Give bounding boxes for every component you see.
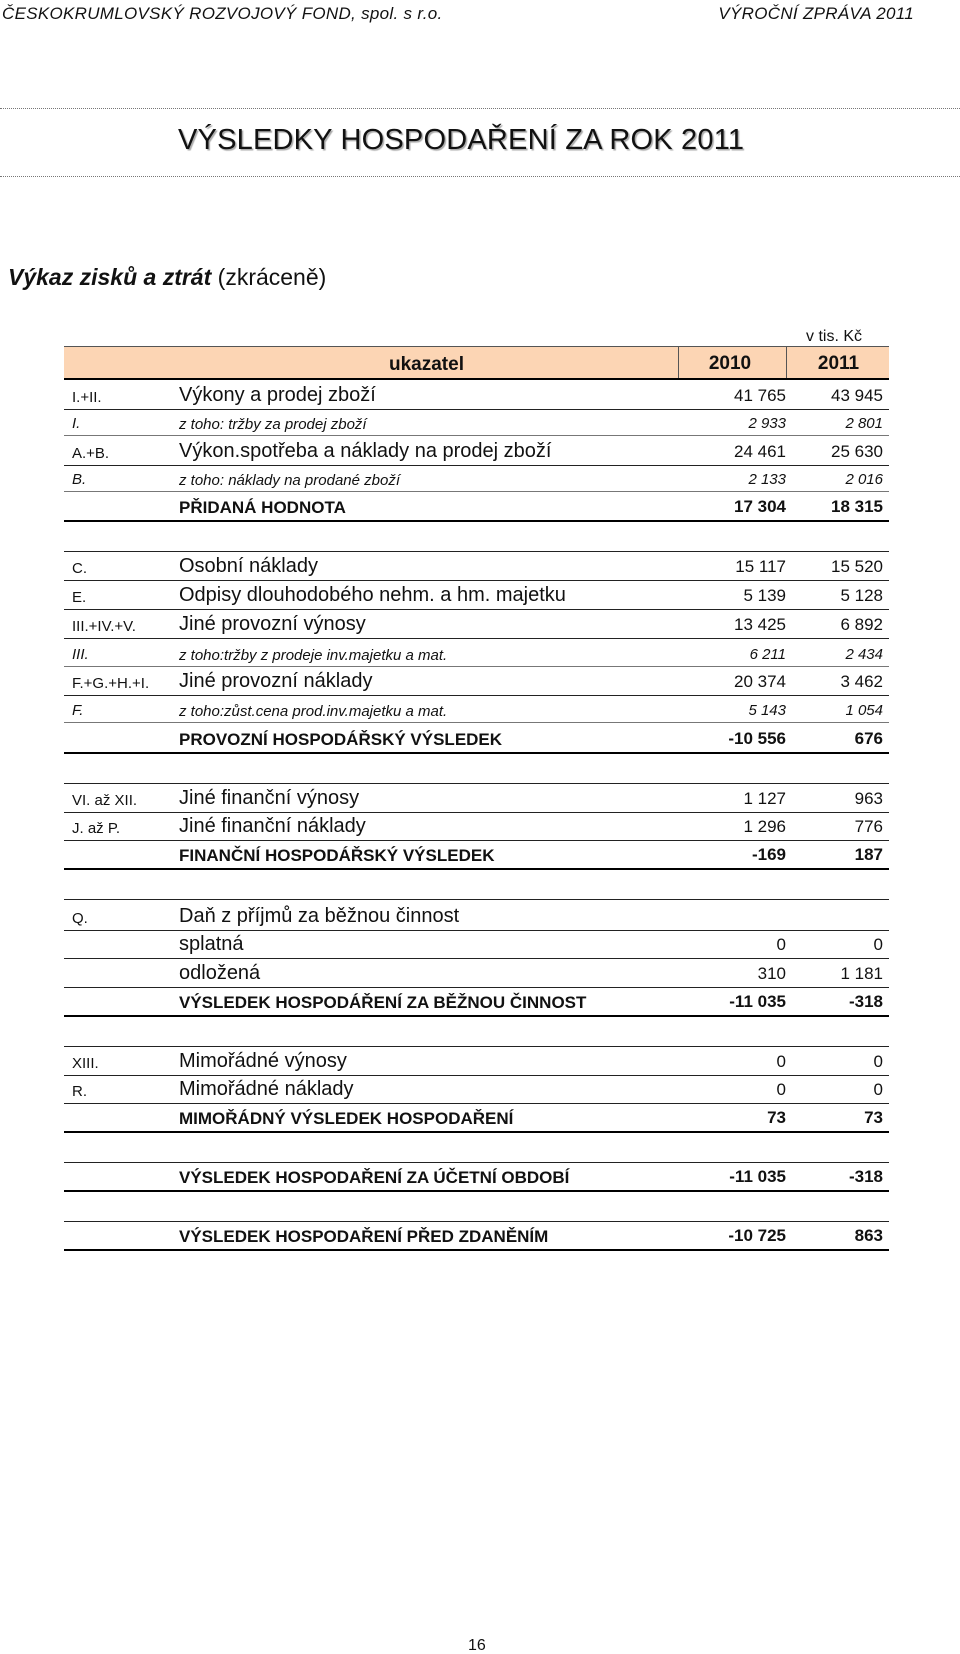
row-code — [64, 984, 179, 987]
row-value-2010: 73 — [767, 1108, 786, 1127]
row-value-2011: 0 — [873, 1080, 883, 1099]
row-value-2011: 2 801 — [845, 415, 883, 432]
header-indicator: ukazatel — [389, 354, 464, 375]
row-label: Mimořádné výnosy — [179, 1050, 347, 1072]
row-value-2010: 41 765 — [734, 386, 786, 405]
row-value-2010: 0 — [776, 935, 786, 954]
row-label: Mimořádné náklady — [179, 1078, 354, 1100]
table-row — [64, 639, 889, 667]
row-value-2010: 0 — [776, 1052, 786, 1071]
row-value-2010: 2 933 — [748, 415, 786, 432]
row-code: I. — [72, 415, 81, 432]
row-value-2010: 1 296 — [743, 817, 786, 836]
row-value-2011: 0 — [873, 1052, 883, 1071]
row-code — [64, 1128, 179, 1131]
row-value-2010: 5 139 — [743, 586, 786, 605]
company-name: ČESKOKRUMLOVSKÝ ROZVOJOVÝ FOND, spol. s r.o. — [2, 4, 443, 23]
row-value-2010: 13 425 — [734, 615, 786, 634]
row-value-2011: 6 892 — [840, 615, 883, 634]
row-code: I.+II. — [72, 389, 102, 406]
header-year-2010: 2010 — [708, 353, 752, 374]
row-value-2011: 2 434 — [845, 646, 883, 663]
row-label: Jiné finanční náklady — [179, 815, 366, 837]
table-row — [64, 552, 889, 581]
row-label: splatná — [179, 933, 244, 955]
row-value-2011 — [794, 927, 889, 930]
row-code — [64, 749, 179, 752]
column-divider — [678, 347, 679, 378]
row-value-2010: -11 035 — [729, 1167, 786, 1186]
table-row — [64, 931, 889, 959]
income-statement-table — [64, 346, 889, 1251]
row-value-2011: 963 — [854, 789, 883, 808]
table-row — [64, 696, 889, 723]
row-code: B. — [72, 471, 87, 488]
row-code — [64, 955, 179, 958]
financial-result-row — [64, 841, 889, 870]
row-value-2011: 25 630 — [831, 442, 883, 461]
table-row — [64, 813, 889, 841]
row-value-2010: -169 — [751, 845, 786, 864]
page-title: VÝSLEDKY HOSPODAŘENÍ ZA ROK 2011 — [178, 124, 745, 156]
extraordinary-result-row — [64, 1104, 889, 1133]
table-row — [64, 380, 889, 410]
row-label: z toho: tržby za prodej zboží — [179, 416, 367, 433]
row-label: Jiné provozní výnosy — [179, 613, 366, 635]
row-code — [64, 865, 179, 868]
row-label: PŘIDANÁ HODNOTA — [179, 498, 346, 517]
row-value-2011: 18 315 — [831, 497, 883, 516]
row-code — [64, 1187, 179, 1190]
table-gap — [64, 522, 889, 552]
row-label: odložená — [179, 962, 261, 984]
table-row — [64, 410, 889, 436]
table-row — [64, 610, 889, 639]
row-value-2010: 15 117 — [735, 557, 786, 576]
table-row — [64, 1076, 889, 1104]
row-value-2011: 776 — [854, 817, 883, 836]
row-code — [64, 1246, 179, 1249]
row-value-2011: 863 — [854, 1226, 883, 1245]
table-header-row — [64, 346, 889, 380]
row-code: J. až P. — [72, 820, 121, 837]
row-label: Jiné finanční výnosy — [179, 787, 360, 809]
row-label: Jiné provozní náklady — [179, 670, 373, 692]
row-value-2010: 0 — [776, 1080, 786, 1099]
row-code: F. — [72, 702, 84, 719]
row-code: III.+IV.+V. — [72, 618, 136, 635]
row-value-2011: 3 462 — [840, 672, 883, 691]
row-label: Daň z příjmů za běžnou činnost — [179, 905, 460, 927]
row-label: PROVOZNÍ HOSPODÁŘSKÝ VÝSLEDEK — [179, 730, 503, 749]
column-divider — [786, 347, 787, 378]
row-value-2010: 17 304 — [734, 497, 786, 516]
section-title — [8, 264, 326, 291]
table-row — [64, 466, 889, 492]
row-code: XIII. — [72, 1055, 99, 1072]
row-value-2010: 24 461 — [734, 442, 786, 461]
row-value-2011: 1 054 — [845, 702, 883, 719]
page-number: 16 — [468, 1637, 486, 1654]
row-code: VI. až XII. — [72, 792, 138, 809]
row-code: E. — [72, 589, 87, 606]
table-row — [64, 667, 889, 696]
row-label: FINANČNÍ HOSPODÁŘSKÝ VÝSLEDEK — [179, 846, 495, 865]
table-row — [64, 1047, 889, 1076]
row-value-2011: 5 128 — [840, 586, 883, 605]
row-code: A.+B. — [72, 445, 110, 462]
row-value-2010: -10 556 — [728, 729, 786, 748]
row-value-2011: 676 — [854, 729, 883, 748]
row-code — [64, 375, 179, 378]
unit-label: v tis. Kč — [806, 328, 863, 345]
section-title-main: Výkaz zisků a ztrát — [8, 264, 212, 290]
row-label: z toho:tržby z prodeje inv.majetku a mat. — [179, 647, 448, 664]
row-value-2011: -318 — [848, 1167, 883, 1186]
row-value-2011: 15 520 — [831, 557, 883, 576]
pretax-result-row — [64, 1222, 889, 1251]
row-value-2011: 43 945 — [831, 386, 883, 405]
row-value-2011: 187 — [854, 845, 883, 864]
row-value-2010 — [674, 927, 794, 930]
header-divider — [0, 108, 960, 109]
row-code: R. — [72, 1083, 87, 1100]
row-value-2011: 1 181 — [840, 964, 883, 983]
row-code: C. — [72, 560, 87, 577]
table-row — [64, 784, 889, 813]
row-label: z toho: náklady na prodané zboží — [179, 472, 400, 489]
row-value-2010: 6 211 — [749, 646, 786, 663]
table-row — [64, 581, 889, 610]
row-label: VÝSLEDEK HOSPODAŘENÍ PŘED ZDANĚNÍM — [179, 1227, 549, 1246]
table-row — [64, 436, 889, 466]
row-value-2011: 73 — [864, 1108, 883, 1127]
table-gap — [64, 1192, 889, 1222]
header-year-2011: 2011 — [817, 353, 860, 374]
section-title-note: (zkráceně) — [217, 264, 327, 290]
row-label: VÝSLEDEK HOSPODÁŘENÍ ZA BĚŽNOU ČINNOST — [179, 993, 587, 1012]
operating-result-row — [64, 723, 889, 754]
table-gap — [64, 754, 889, 784]
row-value-2010: 1 127 — [743, 789, 786, 808]
row-code — [64, 517, 179, 520]
row-label: VÝSLEDEK HOSPODAŘENÍ ZA ÚČETNÍ OBDOBÍ — [179, 1168, 570, 1187]
row-value-2010: 2 133 — [748, 471, 786, 488]
row-code: Q. — [72, 910, 88, 927]
ordinary-result-row — [64, 988, 889, 1017]
row-value-2011: 0 — [873, 935, 883, 954]
row-value-2011: 2 016 — [845, 471, 883, 488]
table-gap — [64, 1017, 889, 1047]
row-value-2010: 5 143 — [748, 702, 786, 719]
row-code: F.+G.+H.+I. — [72, 675, 150, 692]
row-label: Odpisy dlouhodobého nehm. a hm. majetku — [179, 584, 566, 606]
row-value-2010: 20 374 — [734, 672, 786, 691]
table-gap — [64, 870, 889, 900]
row-label: Osobní náklady — [179, 555, 318, 577]
row-label: Výkony a prodej zboží — [179, 384, 376, 406]
row-value-2010: 310 — [757, 964, 786, 983]
table-row — [64, 959, 889, 988]
title-divider — [0, 176, 960, 177]
value-added-row — [64, 492, 889, 522]
row-label: Výkon.spotřeba a náklady na prodej zboží — [179, 440, 552, 462]
table-gap — [64, 1133, 889, 1163]
period-result-row — [64, 1163, 889, 1192]
row-value-2010: -10 725 — [728, 1226, 786, 1245]
row-label: MIMOŘÁDNÝ VÝSLEDEK HOSPODAŘENÍ — [179, 1109, 514, 1128]
report-name: VÝROČNÍ ZPRÁVA 2011 — [718, 4, 914, 23]
table-row — [64, 900, 889, 931]
row-label: z toho:zůst.cena prod.inv.majetku a mat. — [179, 703, 448, 720]
row-code: III. — [72, 646, 89, 663]
row-code — [64, 1012, 179, 1015]
row-value-2011: -318 — [848, 992, 883, 1011]
row-value-2010: -11 035 — [729, 992, 786, 1011]
